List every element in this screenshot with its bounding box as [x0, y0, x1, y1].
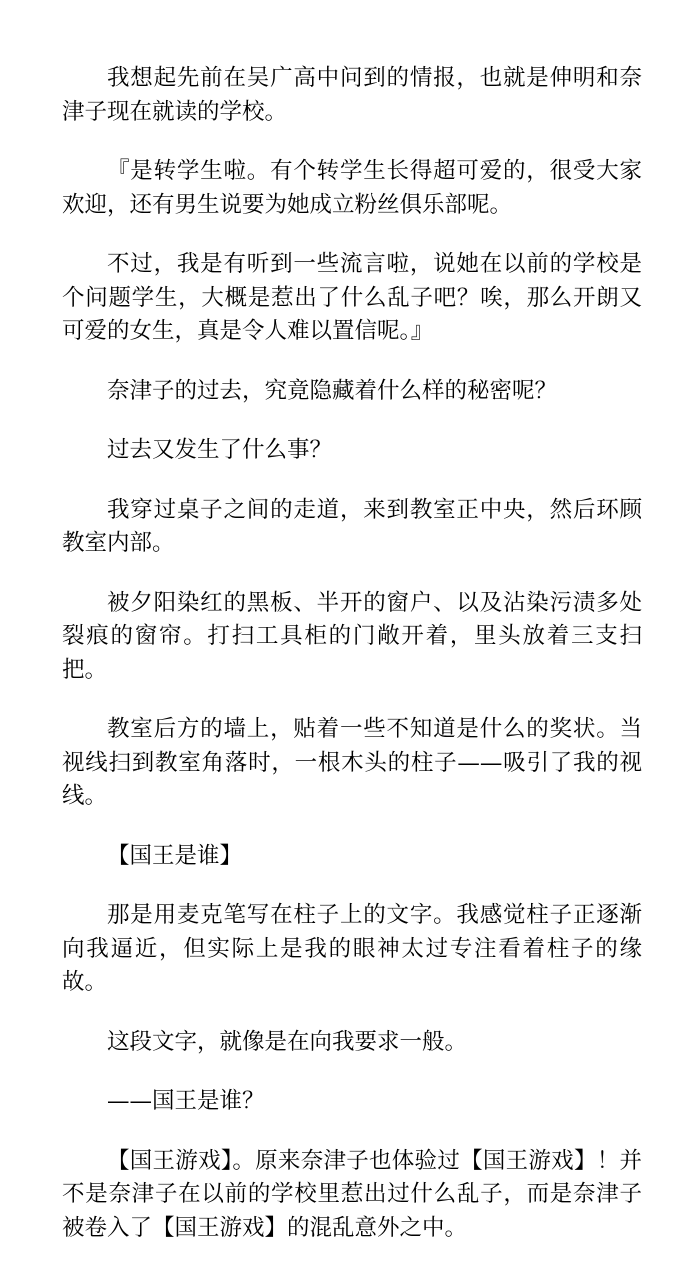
paragraph-4: 奈津子的过去，究竟隐藏着什么样的秘密呢？ [107, 377, 558, 404]
paragraph-11: 这段文字，就像是在向我要求一般。 [107, 1028, 468, 1055]
book-page [62, 62, 642, 1271]
paragraph-12: ——国王是谁？ [107, 1088, 265, 1114]
paragraph-2: 『是转学生啦。有个转学生长得超可爱的，很受大家欢迎，还有男生说要为她成立粉丝俱乐部呢。 [62, 158, 642, 218]
paragraph-7: 被夕阳染红的黑板、半开的窗户、以及沾染污渍多处裂痕的窗帘。打扫工具柜的门敞开着，里头放着三支扫把。 [62, 589, 642, 683]
paragraph-1: 我想起先前在吴广高中问到的情报，也就是伸明和奈津子现在就读的学校。 [62, 65, 642, 125]
paragraph-13: 【国王游戏】。原来奈津子也体验过【国王游戏】！并不是奈津子在以前的学校里惹出过什么乱子，而是奈津子被卷入了【国王游戏】的混乱意外之中。 [62, 1147, 642, 1241]
paragraph-8: 教室后方的墙上，贴着一些不知道是什么的奖状。当视线扫到教室角落时，一根木头的柱子——吸引了我的视线。 [62, 716, 642, 809]
paragraph-6: 我穿过桌子之间的走道，来到教室正中央，然后环顾教室内部。 [62, 496, 642, 556]
paragraph-3: 不过，我是有听到一些流言啦，说她在以前的学校是个问题学生，大概是惹出了什么乱子吧？唉，那么开朗又可爱的女生，真是令人难以置信呢。』 [62, 251, 642, 344]
paragraph-9: 【国王是谁】 [107, 842, 243, 869]
paragraph-5: 过去又发生了什么事？ [107, 437, 333, 463]
paragraph-10: 那是用麦克笔写在柱子上的文字。我感觉柱子正逐渐向我逼近，但实际上是我的眼神太过专注看着柱子的缘故。 [62, 902, 642, 995]
